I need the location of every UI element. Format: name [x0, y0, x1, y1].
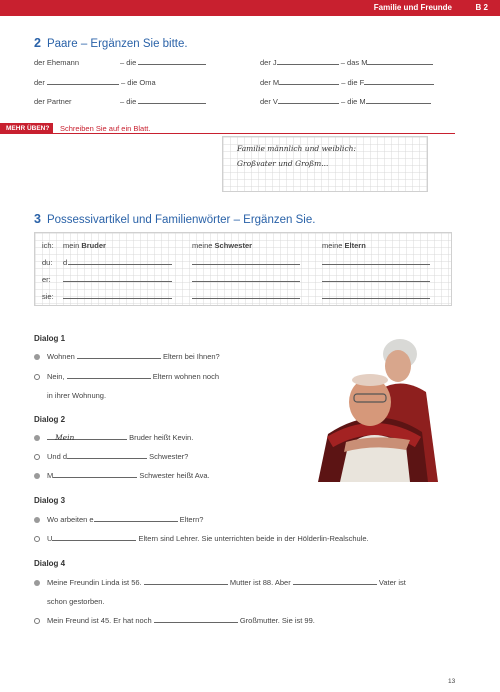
answer-blank[interactable]	[279, 78, 339, 85]
chapter-code: B 2	[475, 3, 488, 12]
answer-blank[interactable]	[192, 281, 300, 282]
pair-term: der Partner	[34, 97, 72, 106]
handwritten-note: Familie männlich und weiblich:	[237, 144, 357, 153]
speaker-a-bullet-icon	[34, 580, 40, 586]
answer-blank[interactable]	[47, 78, 119, 85]
answer-blank[interactable]	[367, 58, 433, 65]
mehr-ueben-tag: MEHR ÜBEN?	[0, 123, 53, 134]
dialog-2-title: Dialog 2	[34, 415, 66, 424]
pronoun-label: du:	[42, 258, 53, 267]
dialog-line: Nein, Eltern wohnen noch	[34, 372, 219, 381]
pair-term: der V	[260, 97, 278, 106]
answer-blank[interactable]	[68, 264, 172, 265]
chapter-header-bar	[0, 0, 500, 16]
answer-blank[interactable]	[138, 58, 206, 65]
answer-blank[interactable]	[67, 372, 151, 379]
dialog-4-title: Dialog 4	[34, 559, 66, 568]
dialog-line: Und d Schwester?	[34, 452, 188, 461]
speaker-a-bullet-icon	[34, 517, 40, 523]
answer-blank[interactable]	[63, 281, 172, 282]
answer-blank[interactable]	[192, 298, 300, 299]
pair-row	[260, 97, 431, 106]
answer-blank[interactable]	[366, 97, 431, 104]
answer-blank[interactable]	[322, 264, 430, 265]
answer-blank[interactable]	[154, 616, 238, 623]
answer-blank[interactable]	[278, 97, 339, 104]
pair-term: – die M	[341, 97, 366, 106]
pronoun-label: sie:	[42, 292, 54, 301]
speaker-a-bullet-icon	[34, 354, 40, 360]
handwritten-note: Großvater und Großm...	[237, 159, 329, 168]
exercise-2-title	[34, 36, 188, 50]
dialog-line-continued: in ihrer Wohnung.	[47, 391, 107, 400]
exercise-instruction: Paare – Ergänzen Sie bitte.	[46, 38, 188, 50]
speaker-b-bullet-icon	[34, 374, 40, 380]
answer-blank[interactable]	[192, 264, 300, 265]
pair-term: – die Oma	[121, 78, 156, 87]
answer-blank[interactable]	[322, 281, 430, 282]
speaker-a-bullet-icon	[34, 435, 40, 441]
dialog-3-title: Dialog 3	[34, 496, 66, 505]
answer-blank[interactable]	[63, 298, 172, 299]
dialog-line: Wo arbeiten e Eltern?	[34, 515, 203, 524]
pair-term: der Ehemann	[34, 58, 80, 67]
answer-blank[interactable]	[277, 58, 339, 65]
pronoun-label: er:	[42, 275, 51, 284]
dialog-line: M Schwester heißt Ava.	[34, 471, 210, 480]
pair-row	[260, 78, 434, 87]
answer-blank[interactable]	[77, 352, 161, 359]
dialog-1-title: Dialog 1	[34, 334, 66, 343]
mehr-ueben-instruction: Schreiben Sie auf ein Blatt.	[60, 124, 151, 133]
column-head-bruder: mein Bruder	[63, 241, 106, 250]
dialog-line: Mein Bruder heißt Kevin.	[34, 433, 193, 442]
answer-blank[interactable]	[47, 433, 127, 440]
answer-blank[interactable]	[322, 298, 430, 299]
pair-row	[34, 97, 206, 106]
handwritten-answer: Mein	[55, 433, 75, 442]
pair-term: der	[34, 78, 45, 87]
column-head-schwester: meine Schwester	[192, 241, 253, 250]
page-number: 13	[448, 678, 456, 685]
answer-blank[interactable]	[138, 97, 206, 104]
speaker-b-bullet-icon	[34, 454, 40, 460]
pair-term: – das M	[340, 58, 368, 67]
dialog-line: Wohnen Eltern bei Ihnen?	[34, 352, 220, 361]
dialog-line: Meine Freundin Linda ist 56. Mutter ist 88. Aber Vater ist	[34, 578, 406, 587]
dialog-line: Mein Freund ist 45. Er hat noch Großmutter. Sie ist 99.	[34, 616, 315, 625]
exercise-3-title	[34, 212, 315, 226]
speaker-b-bullet-icon	[34, 536, 40, 542]
grandparents-photo	[314, 330, 438, 482]
du-start-letter: d	[63, 258, 68, 267]
answer-blank[interactable]	[293, 578, 377, 585]
column-head-eltern: meine Eltern	[322, 241, 366, 250]
pair-row	[34, 58, 206, 67]
exercise-number: 3	[34, 212, 41, 226]
speaker-b-bullet-icon	[34, 618, 40, 624]
answer-blank[interactable]	[53, 471, 137, 478]
exercise-instruction: Possessivartikel und Familienwörter – Ergänzen Sie.	[46, 214, 316, 226]
dialog-line: U Eltern sind Lehrer. Sie unterrichten beide in der Hölderlin-Realschule.	[34, 534, 369, 543]
chapter-title: Familie und Freunde	[373, 3, 452, 12]
answer-blank[interactable]	[364, 78, 434, 85]
exercise-number: 2	[34, 36, 41, 50]
pair-term: – die	[120, 58, 137, 67]
answer-blank[interactable]	[144, 578, 228, 585]
answer-blank[interactable]	[52, 534, 136, 541]
pair-term: der J	[260, 58, 277, 67]
speaker-a-bullet-icon	[34, 473, 40, 479]
pair-term: – die	[120, 97, 137, 106]
answer-blank[interactable]	[94, 515, 178, 522]
pronoun-label: ich:	[42, 241, 54, 250]
pair-term: – die F	[341, 78, 365, 87]
pair-row	[34, 78, 156, 87]
pair-term: der M	[260, 78, 280, 87]
pair-row	[260, 58, 433, 67]
answer-blank[interactable]	[67, 452, 147, 459]
dialog-line-continued: schon gestorben.	[47, 597, 105, 606]
